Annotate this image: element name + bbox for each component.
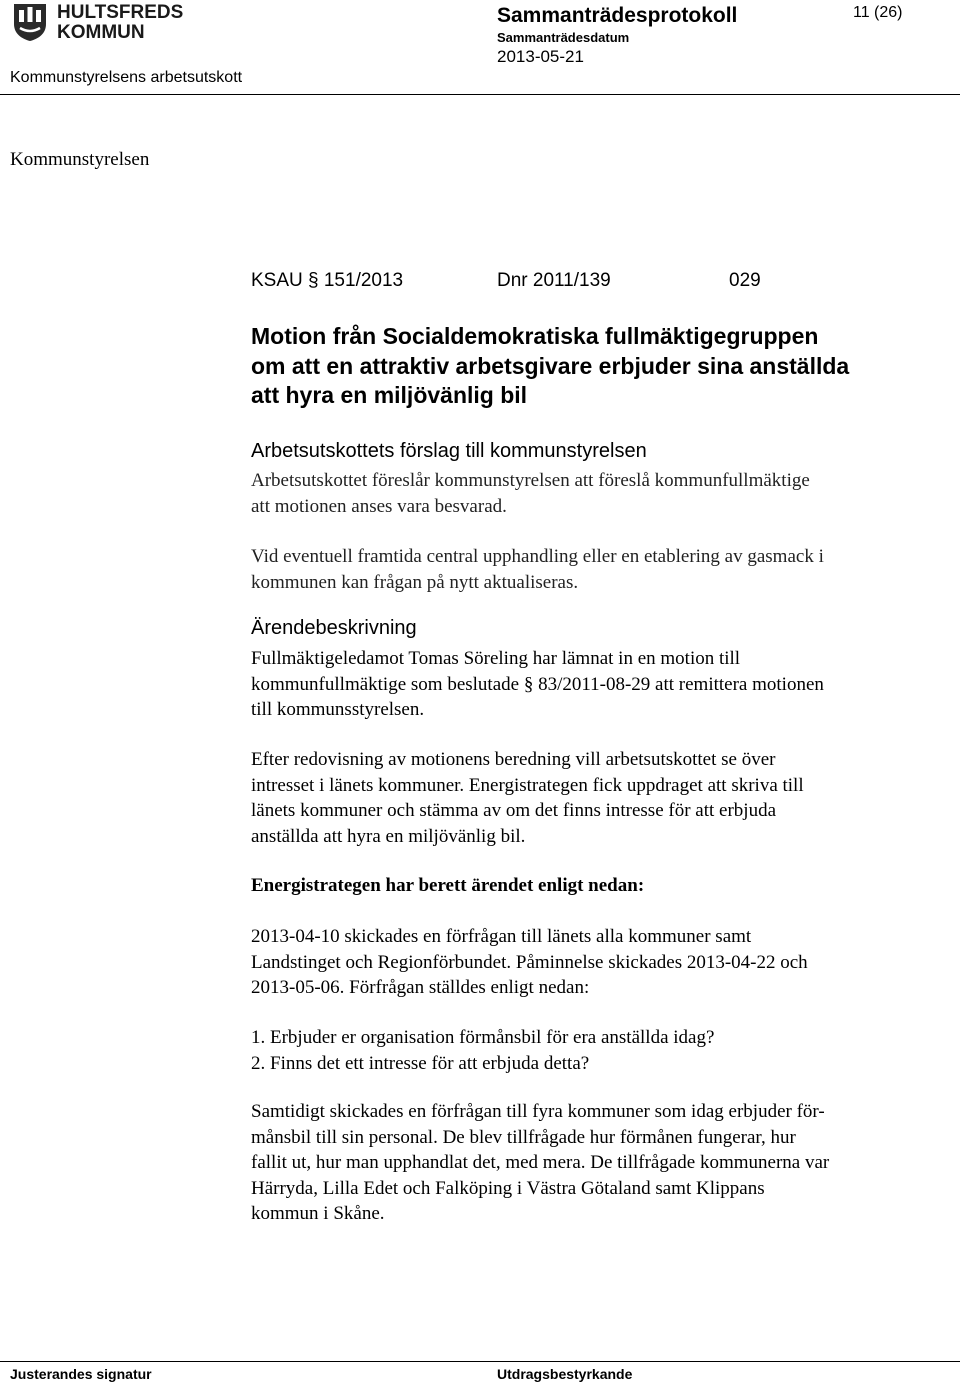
energy-paragraph-1	[251, 924, 941, 1001]
motion-title-line: om att en attraktiv arbetsgivare erbjuder sina anställda	[251, 352, 850, 379]
description-paragraph-1	[251, 646, 941, 723]
text-line: anställda att hyra en miljövänlig bil.	[251, 825, 526, 847]
committee-name: Kommunstyrelsens arbetsutskott	[10, 69, 243, 86]
extract-certification-label: Utdragsbestyrkande	[497, 1366, 633, 1382]
question-list	[251, 1025, 941, 1076]
text-line: länets kommuner och stämma av om det finns intresse för att erbjuda	[251, 800, 776, 821]
energy-paragraph-2	[251, 1099, 941, 1227]
motion-title-line: att hyra en miljövänlig bil	[251, 382, 528, 408]
text-line: intresset i länets kommuner. Energistrategen fick uppdraget att skriva till	[251, 774, 804, 796]
proposal-paragraph-1	[251, 468, 941, 519]
motion-title	[251, 322, 941, 411]
document-title: Sammanträdesprotokoll	[497, 4, 738, 27]
logo-text-line2: KOMMUN	[57, 22, 145, 43]
text-line: Samtidigt skickades en förfrågan till fyra kommuner som idag erbjuder för-	[251, 1101, 825, 1122]
text-line: Fullmäktigeledamot Tomas Söreling har lämnat in en motion till	[251, 648, 741, 669]
body-heading: Kommunstyrelsen	[10, 149, 150, 170]
case-code: 029	[729, 270, 761, 291]
text-line: fallit ut, hur man upphandlat det, med mera. De tillfrågade kommunerna var	[251, 1152, 830, 1173]
municipality-logo	[12, 2, 182, 42]
motion-title-line: Motion från Socialdemokratiska fullmäktigegruppen	[251, 323, 819, 349]
description-paragraph-2	[251, 747, 941, 849]
text-line: att motionen anses vara besvarad.	[251, 495, 507, 517]
text-line: kommun i Skåne.	[251, 1203, 385, 1224]
text-line: till kommunsstyrelsen.	[251, 699, 425, 720]
logo-text-line1: HULTSFREDS	[57, 2, 184, 23]
text-line: Vid eventuell framtida central upphandling eller en etablering av gasmack i	[251, 546, 824, 567]
meeting-date-value: 2013-05-21	[497, 47, 584, 66]
ksau-number: KSAU § 151/2013	[251, 270, 404, 291]
coat-of-arms-icon	[12, 2, 48, 42]
signature-label: Justerandes signatur	[10, 1366, 152, 1382]
text-line: kommunfullmäktige som beslutade § 83/2011-08-29 att remittera motionen	[251, 673, 824, 695]
text-line: 2013-04-10 skickades en förfrågan till länets alla kommuner samt	[251, 926, 752, 947]
meeting-date-label: Sammanträdesdatum	[497, 30, 630, 45]
text-line: månsbil till sin personal. De blev tillfrågade hur förmånen fungerar, hur	[251, 1126, 796, 1148]
header-divider	[0, 94, 960, 95]
dnr-number: Dnr 2011/139	[497, 270, 611, 291]
text-line: Härryda, Lilla Edet och Falköping i Västra Götaland samt Klippans	[251, 1177, 765, 1199]
text-line: kommunen kan frågan på nytt aktualiseras.	[251, 571, 579, 593]
page-number: 11 (26)	[853, 4, 903, 21]
text-line: Landstinget och Regionförbundet. Påminnelse skickades 2013-04-22 och	[251, 951, 808, 973]
text-line: Efter redovisning av motionens beredning vill arbetsutskottet se över	[251, 749, 776, 770]
proposal-heading: Arbetsutskottets förslag till kommunstyrelsen	[251, 440, 647, 462]
list-item: 1. Erbjuder er organisation förmånsbil för era anställda idag?	[251, 1027, 715, 1048]
footer-divider	[0, 1361, 960, 1362]
proposal-paragraph-2	[251, 544, 941, 595]
text-line: Arbetsutskottet föreslår kommunstyrelsen att föreslå kommunfullmäktige	[251, 470, 810, 491]
description-heading: Ärendebeskrivning	[251, 617, 417, 639]
energy-strategist-heading: Energistrategen har berett ärendet enligt nedan:	[251, 875, 645, 896]
text-line: 2013-05-06. Förfrågan ställdes enligt nedan:	[251, 977, 590, 998]
list-item: 2. Finns det ett intresse för att erbjuda detta?	[251, 1052, 590, 1074]
